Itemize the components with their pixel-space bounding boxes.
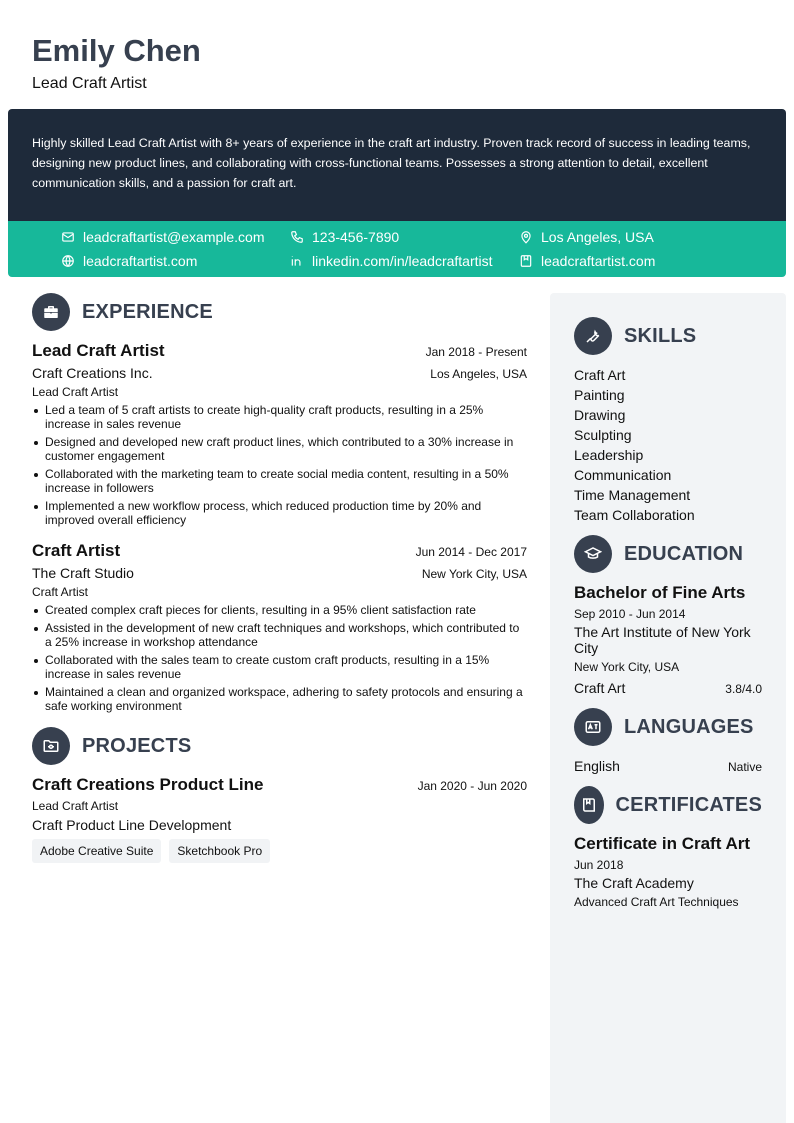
certificate-issuer: The Craft Academy [574, 875, 694, 891]
degree: Bachelor of Fine Arts [574, 583, 746, 602]
list-item: Maintained a clean and organized workspace, adhering to safety protocols and ensuring a safe working environment [32, 685, 527, 713]
certificates-section [574, 786, 762, 909]
contact-portfolio[interactable] [519, 253, 655, 269]
skill-item: Painting [574, 387, 625, 403]
education-section [574, 535, 762, 698]
tag: Adobe Creative Suite [32, 839, 161, 863]
list-item: Designed and developed new craft product lines, which contributed to a 30% increase in customer engagement [32, 435, 527, 463]
person-name: Emily Chen [32, 33, 201, 68]
graduation-cap-icon [574, 535, 612, 573]
skills-title: SKILLS [624, 324, 697, 347]
project-date: Jan 2020 - Jun 2020 [417, 779, 527, 793]
job-role: Craft Artist [32, 585, 89, 599]
wrench-icon [574, 317, 612, 355]
skill-item: Sculpting [574, 427, 632, 443]
skill-item: Leadership [574, 447, 644, 463]
project-description: Craft Product Line Development [32, 817, 232, 833]
project-entry [32, 775, 527, 863]
contact-bar [8, 221, 786, 277]
job-title: Lead Craft Artist [32, 341, 165, 360]
job-role: Lead Craft Artist [32, 385, 119, 399]
location-text: Los Angeles, USA [541, 229, 654, 245]
summary-text: Highly skilled Lead Craft Artist with 8+ years of experience in the craft art industry. Proven track record of success in leading teams, designing new product lines, and collaborating with cross-functional teams. Possesses a strong attention to detail, excellent communication skills, and a passion for craft art. [32, 136, 751, 190]
job-date: Jun 2014 - Dec 2017 [415, 545, 527, 559]
portfolio-text: leadcraftartist.com [541, 253, 656, 269]
job-bullets [32, 603, 527, 713]
education-title: EDUCATION [624, 542, 744, 565]
skill-item: Drawing [574, 407, 626, 423]
job-bullets [32, 403, 527, 527]
folder-icon [32, 727, 70, 765]
job-location: Los Angeles, USA [430, 367, 527, 381]
person-role: Lead Craft Artist [32, 75, 147, 92]
education-date: Sep 2010 - Jun 2014 [574, 607, 686, 621]
languages-title: LANGUAGES [624, 715, 754, 738]
job-title: Craft Artist [32, 541, 121, 560]
contact-website[interactable] [61, 253, 197, 269]
certificate-title: Certificate in Craft Art [574, 834, 751, 853]
phone-icon [290, 230, 304, 244]
project-tags [32, 839, 527, 863]
experience-heading [32, 293, 527, 331]
email-text: leadcraftartist@example.com [83, 229, 265, 245]
job-location: New York City, USA [421, 567, 527, 581]
linkedin-icon [290, 254, 304, 268]
certificates-heading [574, 786, 762, 824]
gpa: 3.8/4.0 [725, 682, 762, 696]
language-name: English [574, 758, 620, 774]
briefcase-icon [32, 293, 70, 331]
languages-heading [574, 708, 762, 746]
list-item: Implemented a new workflow process, which reduced production time by 20% and improved overall efficiency [32, 499, 527, 527]
main-column [32, 293, 527, 877]
contact-linkedin[interactable] [290, 253, 493, 269]
certificates-title: CERTIFICATES [615, 793, 762, 816]
certificate-date: Jun 2018 [574, 858, 624, 872]
certificate-book-icon [574, 786, 604, 824]
projects-title: PROJECTS [82, 734, 192, 757]
bookmark-icon [519, 254, 533, 268]
school: The Art Institute of New York City [574, 624, 751, 656]
map-pin-icon [519, 230, 533, 244]
job-company: The Craft Studio [32, 565, 134, 581]
project-title: Craft Creations Product Line [32, 775, 264, 794]
contact-location [519, 229, 654, 245]
phone-text: 123-456-7890 [312, 229, 400, 245]
project-role: Lead Craft Artist [32, 799, 119, 813]
list-item: Collaborated with the sales team to create custom craft products, resulting in a 15% increase in sales revenue [32, 653, 527, 681]
translate-icon [574, 708, 612, 746]
skill-item: Craft Art [574, 367, 626, 383]
job-company: Craft Creations Inc. [32, 365, 153, 381]
list-item: Created complex craft pieces for clients, resulting in a 95% client satisfaction rate [32, 603, 527, 617]
field-of-study: Craft Art [574, 680, 626, 696]
list-item: Led a team of 5 craft artists to create high-quality craft products, resulting in a 25% increase in sales revenue [32, 403, 527, 431]
mail-icon [61, 230, 75, 244]
job-entry [32, 541, 527, 713]
projects-heading [32, 727, 527, 765]
certificate-description: Advanced Craft Art Techniques [574, 895, 739, 909]
job-date: Jan 2018 - Present [425, 345, 527, 359]
skills-heading [574, 317, 762, 355]
tag: Sketchbook Pro [169, 839, 270, 863]
skill-item: Time Management [574, 487, 691, 503]
language-level: Native [727, 760, 762, 774]
linkedin-text: linkedin.com/in/leadcraftartist [312, 253, 493, 269]
contact-phone[interactable] [290, 229, 399, 245]
list-item: Assisted in the development of new craft techniques and workshops, which contributed to a 25% increase in workshop attendance [32, 621, 527, 649]
sidebar [550, 293, 786, 1123]
languages-section [574, 708, 762, 776]
list-item: Collaborated with the marketing team to create social media content, resulting in a 50% increase in followers [32, 467, 527, 495]
experience-title: EXPERIENCE [82, 300, 213, 323]
job-entry [32, 341, 527, 527]
skill-item: Communication [574, 467, 672, 483]
skills-section [574, 317, 762, 525]
contact-email[interactable] [61, 229, 265, 245]
globe-icon [61, 254, 75, 268]
website-text: leadcraftartist.com [83, 253, 198, 269]
school-location: New York City, USA [574, 660, 680, 674]
resume-header [32, 34, 201, 93]
summary-box [8, 109, 786, 221]
education-heading [574, 535, 762, 573]
skill-item: Team Collaboration [574, 507, 695, 523]
